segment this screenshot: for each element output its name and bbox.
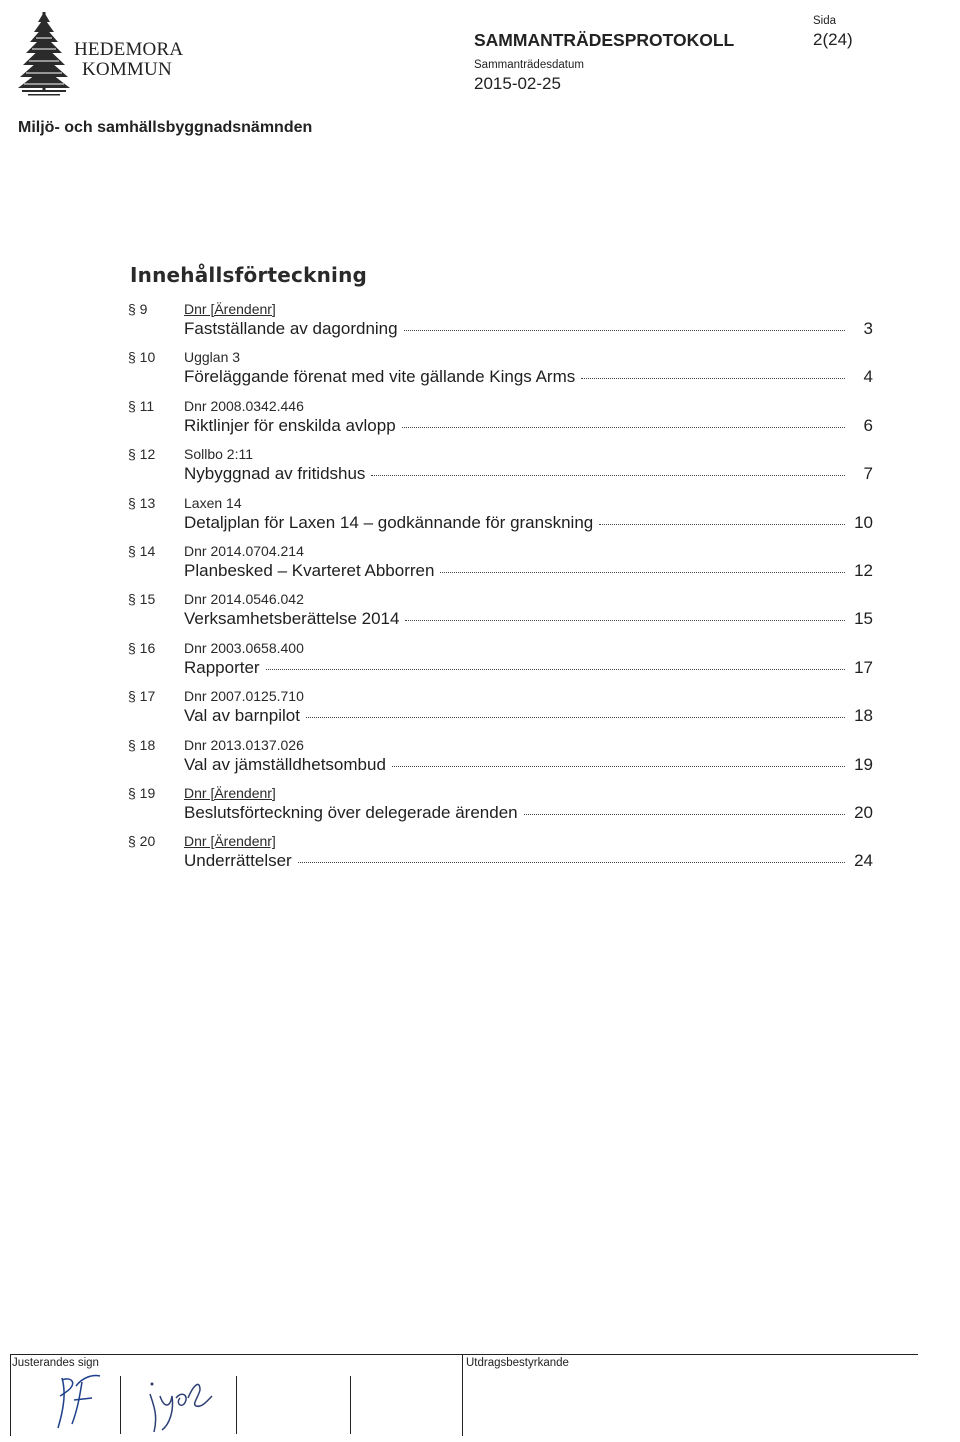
toc-title-line [184, 319, 873, 339]
toc-title-line [184, 755, 873, 775]
toc-title: Underrättelser [184, 851, 292, 871]
toc-dot-leader [306, 716, 845, 718]
page-number: 2(24) [813, 30, 853, 49]
toc-dot-leader [440, 571, 845, 573]
meeting-date-label: Sammanträdesdatum [474, 59, 584, 71]
toc-dot-leader [266, 668, 845, 670]
toc-page-number: 15 [854, 609, 873, 629]
toc-paragraph-number: § 15 [128, 591, 156, 608]
toc-entry[interactable] [128, 298, 873, 346]
logo-line-1: HEDEMORA [74, 39, 184, 60]
toc-paragraph-number: § 16 [128, 639, 156, 656]
toc-title: Fastställande av dagordning [184, 319, 398, 338]
toc-title: Nybyggnad av fritidshus [184, 464, 366, 484]
toc-case-reference: Laxen 14 [184, 494, 242, 511]
toc-title: Rapporter [184, 657, 260, 677]
toc-title-line [184, 367, 873, 387]
toc-case-reference: Dnr 2014.0704.214 [184, 542, 304, 559]
toc-title: Val av jämställdhetsombud [184, 754, 386, 774]
toc-page-number: 12 [854, 560, 873, 580]
document-title: SAMMANTRÄDESPROTOKOLL [474, 30, 735, 50]
logo-line-2: KOMMUN [82, 59, 172, 80]
footer-rule [10, 1354, 918, 1355]
meeting-date: 2015-02-25 [474, 74, 561, 93]
toc-case-reference: Dnr 2007.0125.710 [184, 688, 304, 705]
extract-certification-label: Utdragsbestyrkande [466, 1357, 569, 1369]
toc-case-reference: Dnr 2013.0137.026 [184, 736, 304, 753]
toc-case-reference: Ugglan 3 [184, 349, 241, 366]
toc-page-number: 4 [863, 367, 873, 387]
toc-entry[interactable] [128, 685, 873, 733]
toc-title-line [184, 416, 873, 436]
table-of-contents [128, 298, 873, 879]
toc-page-number: 7 [863, 464, 873, 484]
toc-dot-leader [371, 474, 845, 476]
handwritten-initials-1 [48, 1368, 108, 1434]
toc-paragraph-number: § 12 [128, 446, 156, 463]
toc-title-line [184, 803, 873, 823]
toc-title: Föreläggande förenat med vite gällande Kings Arms [184, 367, 576, 387]
toc-entry[interactable] [128, 540, 873, 588]
toc-entry[interactable] [128, 492, 873, 540]
toc-title: Detaljplan för Laxen 14 – godkännande för granskning [184, 512, 594, 532]
toc-title: Val av barnpilot [184, 706, 300, 726]
toc-dot-leader [524, 813, 845, 815]
adjuster-signature-label: Justerandes sign [12, 1357, 99, 1369]
toc-case-reference: Dnr 2003.0658.400 [184, 639, 304, 656]
toc-paragraph-number: § 9 [128, 301, 148, 317]
toc-paragraph-number: § 20 [128, 833, 156, 850]
toc-dot-leader [404, 329, 845, 331]
toc-title-line [184, 609, 873, 629]
toc-title-line [184, 658, 873, 678]
committee-name: Miljö- och samhällsbyggnadsnämnden [18, 119, 313, 136]
toc-entry[interactable] [128, 637, 873, 685]
toc-page-number: 6 [863, 415, 873, 435]
toc-title-line [184, 464, 873, 484]
toc-page-number: 17 [854, 657, 873, 677]
toc-title: Verksamhetsberättelse 2014 [184, 609, 400, 629]
toc-dot-leader [392, 765, 845, 767]
toc-page-number: 18 [854, 706, 873, 726]
toc-page-number: 24 [854, 851, 873, 871]
toc-page-number: 20 [854, 802, 873, 822]
toc-heading: Innehållsförteckning [130, 263, 368, 287]
toc-paragraph-number: § 17 [128, 688, 156, 705]
toc-entry[interactable] [128, 443, 873, 491]
toc-dot-leader [581, 377, 845, 379]
signature-box-divider [350, 1376, 351, 1434]
toc-paragraph-number: § 10 [128, 349, 156, 366]
toc-entry[interactable] [128, 395, 873, 443]
handwritten-initials-2 [140, 1366, 220, 1436]
page-label: Sida [813, 15, 837, 27]
toc-entry[interactable] [128, 346, 873, 394]
toc-case-reference: Dnr 2014.0546.042 [184, 591, 304, 608]
toc-dot-leader [402, 426, 845, 428]
toc-title: Beslutsförteckning över delegerade ärenden [184, 802, 518, 822]
municipality-logo [14, 8, 204, 98]
toc-entry[interactable] [128, 782, 873, 830]
signature-box-divider [236, 1376, 237, 1434]
toc-case-reference: Sollbo 2:11 [184, 446, 254, 463]
toc-case-reference: Dnr [Ärendenr] [184, 301, 276, 317]
toc-page-number: 10 [854, 512, 873, 532]
signature-box-divider [462, 1354, 463, 1436]
logo-wordmark [74, 40, 183, 80]
toc-paragraph-number: § 13 [128, 494, 156, 511]
toc-title: Riktlinjer för enskilda avlopp [184, 415, 396, 435]
toc-dot-leader [405, 619, 845, 621]
toc-entry[interactable] [128, 830, 873, 878]
toc-page-number: 19 [854, 754, 873, 774]
toc-paragraph-number: § 19 [128, 784, 156, 801]
toc-paragraph-number: § 18 [128, 736, 156, 753]
toc-paragraph-number: § 14 [128, 542, 156, 559]
toc-entry[interactable] [128, 588, 873, 636]
toc-paragraph-number: § 11 [128, 397, 155, 414]
spruce-tree-icon [14, 8, 74, 98]
toc-dot-leader [599, 523, 845, 525]
toc-case-reference: Dnr 2008.0342.446 [184, 397, 304, 414]
toc-case-reference: Dnr [Ärendenr] [184, 784, 276, 801]
toc-title: Planbesked – Kvarteret Abborren [184, 560, 435, 580]
toc-page-number: 3 [863, 319, 873, 338]
toc-title-line [184, 513, 873, 533]
toc-case-reference: Dnr [Ärendenr] [184, 833, 276, 850]
toc-title-line [184, 851, 873, 871]
toc-title-line [184, 706, 873, 726]
toc-title-line [184, 561, 873, 581]
toc-entry[interactable] [128, 734, 873, 782]
signature-box-divider [10, 1354, 11, 1436]
toc-dot-leader [298, 861, 845, 863]
signature-box-divider [120, 1376, 121, 1434]
